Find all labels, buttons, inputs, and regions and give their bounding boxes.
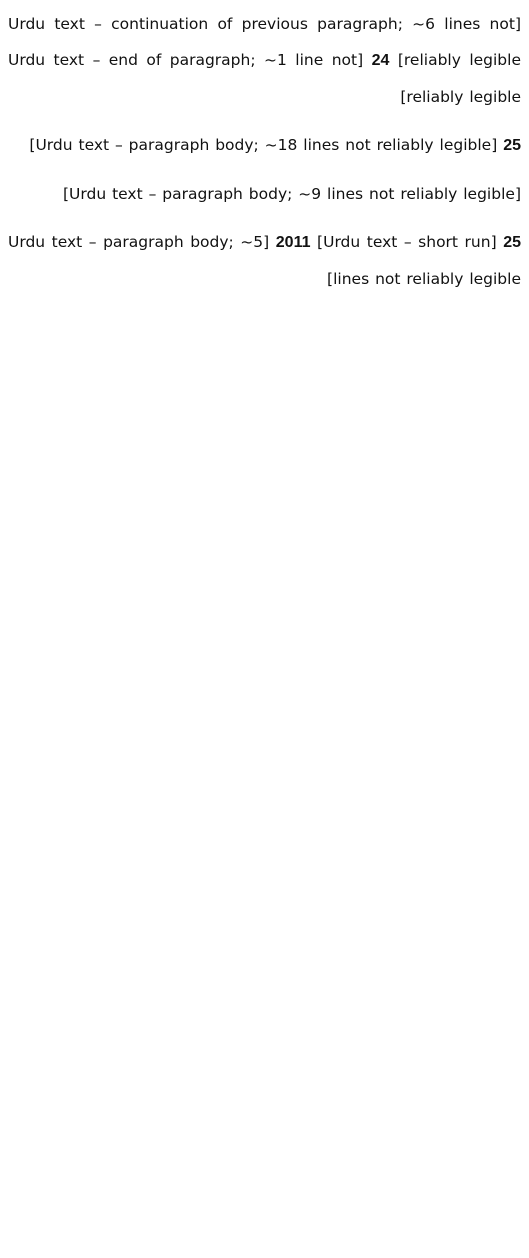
paragraph-text: [Urdu text – paragraph body; ~5 lines not reliably legible] bbox=[8, 233, 521, 288]
paragraph-3 bbox=[8, 176, 521, 212]
bold-number: 2011 bbox=[275, 234, 311, 251]
paragraph-text: [Urdu text – short run] bbox=[317, 233, 497, 251]
paragraph-text: [Urdu text – paragraph body; ~9 lines not reliably legible] bbox=[62, 185, 521, 203]
paragraph-text: [Urdu text – end of paragraph; ~1 line not reliably legible] bbox=[8, 51, 521, 106]
bold-number: 25 bbox=[503, 234, 521, 251]
paragraph-text: [Urdu text – continuation of previous paragraph; ~6 lines not reliably legible] bbox=[8, 15, 521, 69]
bold-number: 24 bbox=[371, 52, 390, 69]
paragraph-1 bbox=[8, 6, 521, 115]
bold-number: 25 bbox=[503, 137, 521, 154]
paragraph-text: [Urdu text – paragraph body; ~18 lines not reliably legible] bbox=[29, 136, 498, 154]
paragraph-2 bbox=[8, 127, 521, 164]
paragraph-4 bbox=[8, 224, 521, 297]
